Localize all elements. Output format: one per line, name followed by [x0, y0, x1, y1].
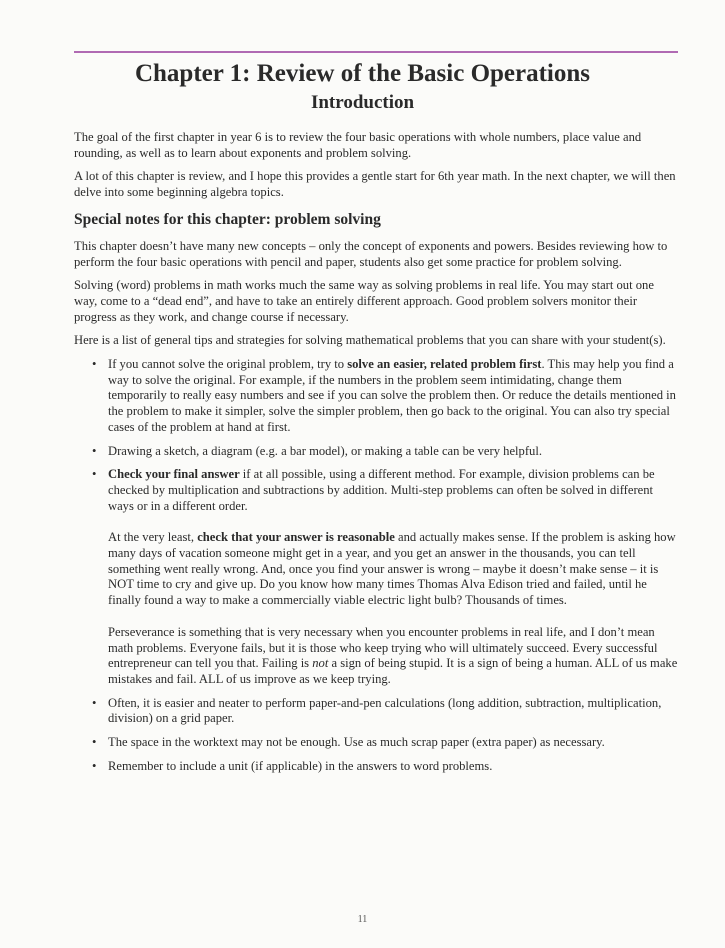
bullet-icon: •: [92, 735, 97, 750]
tip-item-check-answer: [74, 467, 678, 687]
tip-text: Often, it is easier and neater to perform paper-and-pen calculations (long addition, subtraction, multiplication, division) on a grid paper.: [108, 695, 662, 726]
tip-item-easier-problem: [74, 357, 678, 436]
tip-text-reasonable: [108, 530, 678, 609]
intro-paragraph-2: A lot of this chapter is review, and I hope this provides a gentle start for 6th year math. In the next chapter, we will then delve into some beginning algebra topics.: [74, 169, 676, 200]
bullet-icon: •: [92, 357, 97, 372]
tip-text-part: and actually makes sense. If the problem is asking how many days of vacation someone might get in a year, and you get an answer in the thousands, you can tell something went really wrong. And, once you find your answer is wrong – maybe it doesn’t make sense – it is NOT time to cry and give up. Do you know how many times Thomas Alva Edison tried and failed, until he finally found a way to make a commercially viable electric light bulb? Thousands of times.: [108, 530, 676, 608]
section-title: Introduction: [310, 92, 415, 113]
tip-text: The space in the worktext may not be enough. Use as much scrap paper (extra paper) as necessary.: [108, 735, 605, 750]
tip-item-units: [74, 759, 678, 775]
tip-text: [108, 467, 678, 514]
tip-text-part: At the very least,: [108, 530, 198, 545]
tip-text: Drawing a sketch, a diagram (e.g. a bar model), or making a table can be very helpful.: [108, 443, 542, 458]
tip-text-part: a sign of being stupid. It is a sign of being a human. ALL of us make mistakes and fail. ALL of us improve as we keep trying.: [108, 656, 678, 686]
special-paragraph-2: Solving (word) problems in math works much the same way as solving problems in real life. You may start out one way, come to a “dead end”, and have to take an entirely different approach. Good problem solvers monitor their progress as they work, and change course if necessary.: [74, 278, 654, 324]
page-content: [74, 130, 678, 783]
special-notes-heading: Special notes for this chapter: problem solving: [74, 210, 381, 228]
chapter-title: Chapter 1: Review of the Basic Operations: [134, 60, 591, 87]
special-paragraph-3: Here is a list of general tips and strategies for solving mathematical problems that you can share with your student(s).: [74, 333, 666, 348]
tip-item-sketch: [74, 444, 678, 460]
tip-text: Remember to include a unit (if applicable) in the answers to word problems.: [108, 758, 493, 773]
intro-paragraph-1: The goal of the first chapter in year 6 is to review the four basic operations with whole numbers, place value and rounding, as well as to learn about exponents and problem solving.: [74, 130, 642, 160]
page-number: 11: [357, 914, 368, 925]
tip-text-perseverance: [108, 625, 678, 688]
tip-item-scrap-paper: [74, 735, 678, 751]
bullet-icon: •: [92, 695, 97, 710]
header-rule: [74, 51, 678, 53]
tips-list: [74, 357, 678, 774]
tip-text-part: If you cannot solve the original problem, try to: [108, 357, 348, 372]
bullet-icon: •: [92, 443, 97, 458]
bullet-icon: •: [92, 467, 97, 482]
tip-item-grid-paper: [74, 696, 678, 727]
tip-emphasis: check that your answer is reasonable: [197, 530, 395, 545]
tip-text-part: if at all possible, using a different method. For example, division problems can be checked by multiplication and subtractions by addition. Multi-step problems can often be solved in different ways or in a different order.: [108, 467, 655, 513]
tip-text-part: . This may help you find a way to solve the original. For example, if the numbers in the problem seem intimidating, change them temporarily to really easy numbers and see if you can solve the problem then. Or reduce the details mentioned in the problem to make it simpler, solve the simpler problem, then go back to the original. You can also try special cases of the problem at hand at first.: [108, 357, 676, 434]
bullet-icon: •: [92, 758, 97, 773]
special-paragraph-1: This chapter doesn’t have many new concepts – only the concept of exponents and powers. Besides reviewing how to perform the four basic operations with pencil and paper, students also get some practice for problem solving.: [74, 238, 668, 269]
tip-emphasis-italic: not: [312, 656, 329, 671]
tip-emphasis: Check your final answer: [108, 467, 240, 482]
tip-text-part: Perseverance is something that is very necessary when you encounter problems in real life, and I don’t mean math problems. Everyone fails, but it is those who keep trying who will ultimately succeed. Every successful entrepreneur can tell you that. Failing is: [108, 624, 658, 671]
tip-emphasis: solve an easier, related problem first: [347, 357, 542, 372]
tip-text: [108, 357, 678, 436]
